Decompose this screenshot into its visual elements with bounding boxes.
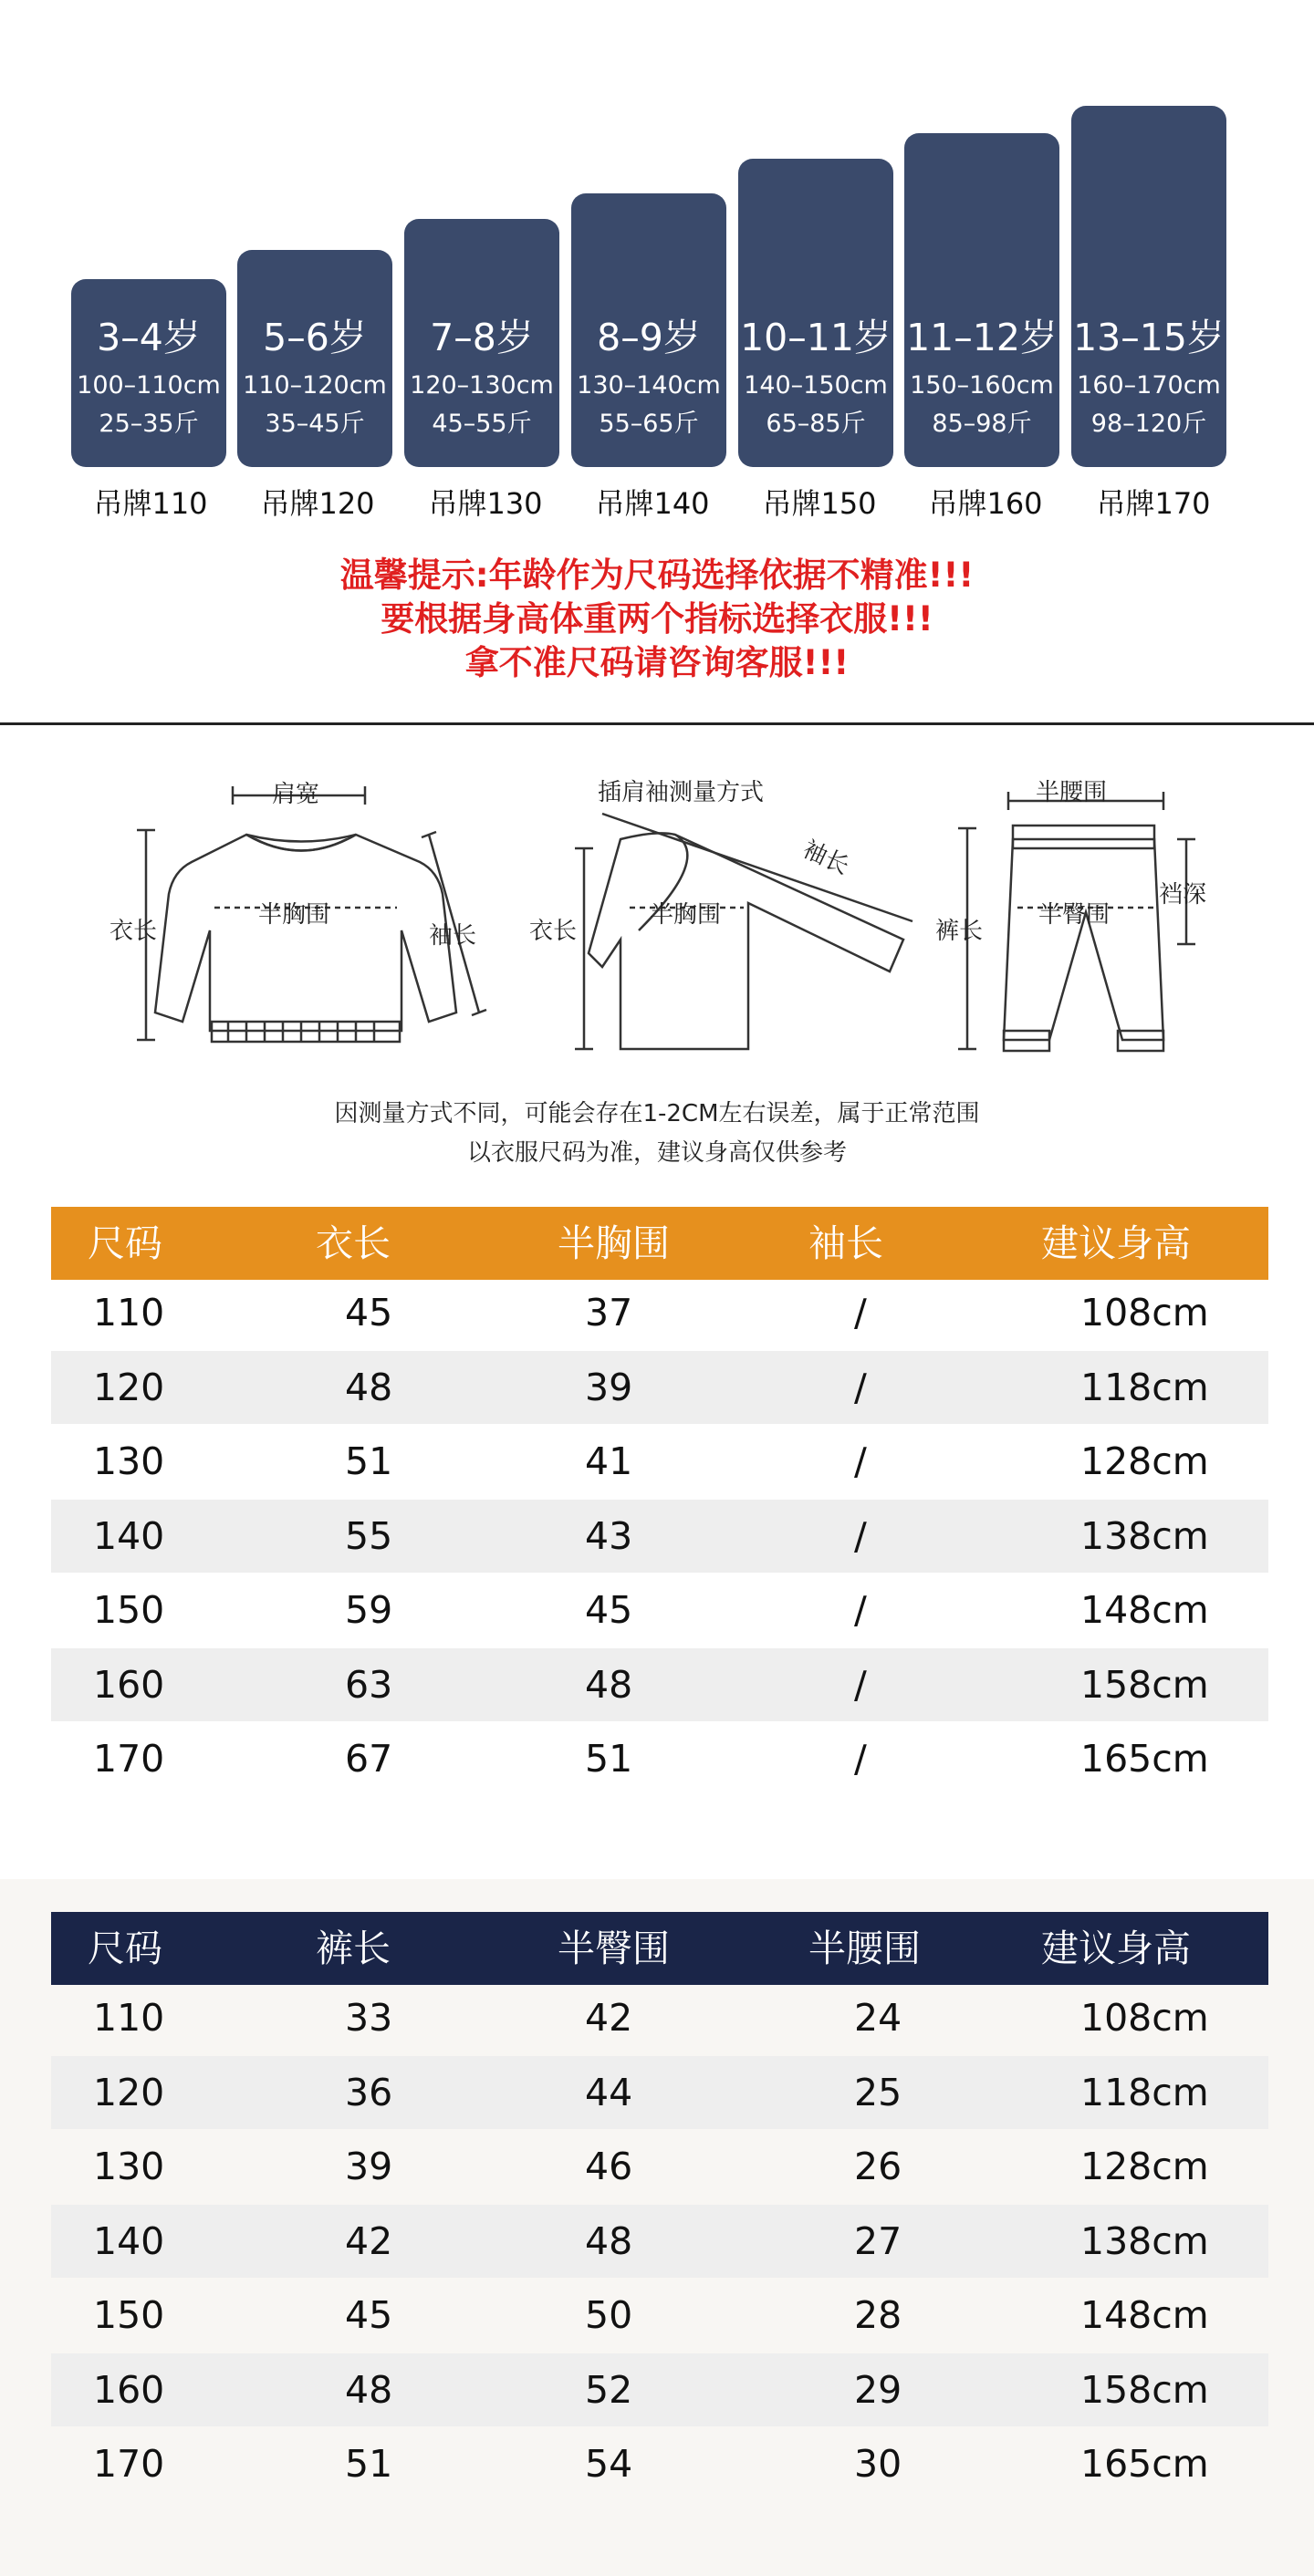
table-cell: 158cm — [1080, 2367, 1209, 2412]
table-row — [51, 1648, 1268, 1721]
size-tag-label: 吊牌130 — [428, 486, 543, 521]
table-cell: 170 — [93, 1737, 165, 1781]
weight-range: 25–35斤 — [99, 410, 199, 438]
table-cell: 158cm — [1080, 1662, 1209, 1707]
height-range: 140–150cm — [744, 371, 888, 400]
table-row — [51, 2205, 1268, 2278]
age-card — [904, 133, 1059, 467]
measurement-note-1: 因测量方式不同，可能会存在1-2CM左右误差，属于正常范围 — [334, 1100, 980, 1127]
age-card — [404, 219, 559, 467]
column-header: 半胸围 — [558, 1221, 670, 1265]
height-range: 100–110cm — [77, 371, 221, 400]
column-header: 建议身高 — [1041, 1221, 1191, 1265]
table-cell: 48 — [585, 1662, 633, 1707]
size-tag-label: 吊牌110 — [93, 486, 208, 521]
table-cell: / — [854, 1513, 867, 1558]
table-cell: 59 — [345, 1588, 393, 1632]
table-cell: 41 — [585, 1439, 633, 1483]
table-cell: 26 — [854, 2145, 902, 2188]
warning-line-3: 拿不准尺码请咨询客服!!! — [464, 643, 850, 682]
table-cell: 24 — [854, 1996, 902, 2040]
height-range: 130–140cm — [577, 371, 721, 400]
height-range: 150–160cm — [910, 371, 1054, 400]
weight-range: 85–98斤 — [932, 410, 1032, 438]
table-cell: 45 — [345, 2293, 393, 2337]
warning-line-2: 要根据身高体重两个指标选择衣服!!! — [381, 599, 933, 639]
age-range: 7–8岁 — [430, 316, 534, 359]
column-header: 尺码 — [88, 1221, 162, 1265]
half-chest-label-2: 半胸围 — [650, 901, 722, 929]
table-cell: 39 — [345, 2145, 393, 2188]
height-range: 120–130cm — [410, 371, 554, 400]
table-cell: 130 — [93, 2145, 165, 2188]
table-cell: 46 — [585, 2145, 633, 2188]
shoulder-label: 肩宽 — [272, 781, 320, 808]
table-cell: 48 — [345, 1365, 393, 1409]
table-cell: 48 — [345, 2367, 393, 2412]
table-cell: 51 — [345, 2442, 393, 2486]
age-range: 3–4岁 — [97, 316, 201, 359]
table-cell: 28 — [854, 2293, 902, 2337]
rise-label: 裆深 — [1159, 881, 1207, 909]
body-length-label-2: 衣长 — [529, 918, 578, 945]
table-cell: / — [854, 1588, 867, 1632]
table-cell: / — [854, 1291, 867, 1335]
table-row — [51, 1574, 1268, 1646]
table-cell: 63 — [345, 1662, 393, 1707]
table-cell: 140 — [93, 1513, 165, 1558]
table-cell: 67 — [345, 1737, 393, 1781]
size-tag-label: 吊牌170 — [1096, 486, 1211, 521]
table-cell: 148cm — [1080, 1588, 1209, 1632]
table-cell: 118cm — [1080, 1365, 1209, 1409]
column-header: 尺码 — [88, 1927, 162, 1970]
table-cell: 25 — [854, 2070, 902, 2114]
table-cell: 118cm — [1080, 2070, 1209, 2114]
table-cell: 170 — [93, 2442, 165, 2486]
weight-range: 45–55斤 — [432, 410, 532, 438]
size-tag-label: 吊牌120 — [260, 486, 375, 521]
table-cell: 110 — [93, 1996, 165, 2040]
table-cell: 30 — [854, 2442, 902, 2486]
table-cell: 52 — [585, 2367, 633, 2412]
table-cell: 148cm — [1080, 2293, 1209, 2337]
table-row — [51, 1276, 1268, 1349]
weight-range: 55–65斤 — [599, 410, 699, 438]
table-row — [51, 1722, 1268, 1795]
raglan-illustration — [575, 814, 912, 1049]
table-cell: 33 — [345, 1996, 393, 2040]
table-row — [51, 1500, 1268, 1573]
table-cell: 165cm — [1080, 2442, 1209, 2486]
table-row — [51, 1981, 1268, 2054]
table-cell: 36 — [345, 2070, 393, 2114]
table-cell: 44 — [585, 2070, 633, 2114]
size-tag-label: 吊牌140 — [595, 486, 710, 521]
column-header: 裤长 — [316, 1927, 391, 1970]
table-cell: 51 — [345, 1439, 393, 1483]
age-card — [237, 250, 392, 467]
section-divider — [0, 722, 1314, 725]
pants-length-label: 裤长 — [935, 918, 984, 945]
column-header: 衣长 — [316, 1221, 391, 1265]
body-length-label: 衣长 — [110, 918, 158, 945]
table-cell: / — [854, 1662, 867, 1707]
raglan-title: 插肩袖测量方式 — [598, 779, 765, 806]
table-row — [51, 2427, 1268, 2500]
table-cell: 128cm — [1080, 1439, 1209, 1483]
half-waist-label: 半腰围 — [1036, 779, 1108, 806]
table-row — [51, 2279, 1268, 2352]
column-header: 袖长 — [808, 1221, 883, 1265]
height-range: 110–120cm — [243, 371, 387, 400]
table-cell: 160 — [93, 1662, 165, 1707]
age-card — [71, 279, 226, 467]
age-range: 13–15岁 — [1073, 316, 1225, 359]
measurement-diagram — [0, 748, 1314, 1177]
column-header: 半腰围 — [808, 1927, 921, 1970]
table-cell: 108cm — [1080, 1291, 1209, 1335]
table-cell: 45 — [345, 1291, 393, 1335]
table-cell: 130 — [93, 1439, 165, 1483]
age-range: 5–6岁 — [263, 316, 367, 359]
table-cell: 42 — [345, 2218, 393, 2263]
weight-range: 35–45斤 — [265, 410, 365, 438]
age-card — [1071, 106, 1226, 467]
table-row — [51, 2353, 1268, 2426]
table-cell: / — [854, 1737, 867, 1781]
warning-line-1: 温馨提示:年龄作为尺码选择依据不精准!!! — [339, 556, 975, 595]
size-tag-label: 吊牌160 — [928, 486, 1043, 521]
column-header: 建议身高 — [1041, 1927, 1191, 1970]
table-row — [51, 2056, 1268, 2129]
table-cell: 120 — [93, 2070, 165, 2114]
raglan-sleeve-label: 袖长 — [798, 836, 853, 881]
table-cell: 54 — [585, 2442, 633, 2486]
weight-range: 65–85斤 — [766, 410, 866, 438]
table-cell: 37 — [585, 1291, 633, 1335]
table-cell: 42 — [585, 1996, 633, 2040]
height-range: 160–170cm — [1077, 371, 1221, 400]
table-cell: 55 — [345, 1513, 393, 1558]
table-cell: 160 — [93, 2367, 165, 2412]
sleeve-length-label: 袖长 — [429, 922, 477, 950]
age-range: 8–9岁 — [597, 316, 701, 359]
table-cell: / — [854, 1439, 867, 1483]
table-cell: 128cm — [1080, 2145, 1209, 2188]
table-cell: / — [854, 1365, 867, 1409]
table-cell: 150 — [93, 1588, 165, 1632]
age-range: 10–11岁 — [740, 316, 892, 359]
age-range: 11–12岁 — [906, 316, 1058, 359]
column-header: 半臀围 — [558, 1927, 670, 1970]
table-row — [51, 1425, 1268, 1498]
table-row — [51, 1351, 1268, 1424]
top-table-header — [51, 1207, 1268, 1280]
table-cell: 138cm — [1080, 2218, 1209, 2263]
half-hip-label: 半臀围 — [1038, 901, 1111, 929]
table-cell: 45 — [585, 1588, 633, 1632]
table-cell: 138cm — [1080, 1513, 1209, 1558]
age-card — [571, 193, 726, 467]
table-cell: 110 — [93, 1291, 165, 1335]
pants-table-header — [51, 1912, 1268, 1985]
size-tag-label: 吊牌150 — [762, 486, 877, 521]
table-cell: 108cm — [1080, 1996, 1209, 2040]
table-cell: 120 — [93, 1365, 165, 1409]
half-chest-label: 半胸围 — [258, 901, 330, 929]
table-cell: 27 — [854, 2218, 902, 2263]
table-cell: 165cm — [1080, 1737, 1209, 1781]
table-cell: 29 — [854, 2367, 902, 2412]
table-cell: 48 — [585, 2218, 633, 2263]
measurement-note-2: 以衣服尺码为准，建议身高仅供参考 — [466, 1139, 847, 1167]
table-cell: 140 — [93, 2218, 165, 2263]
table-cell: 43 — [585, 1513, 633, 1558]
table-cell: 39 — [585, 1365, 633, 1409]
weight-range: 98–120斤 — [1090, 410, 1207, 438]
table-cell: 51 — [585, 1737, 633, 1781]
table-row — [51, 2130, 1268, 2203]
table-cell: 50 — [585, 2293, 633, 2337]
table-cell: 150 — [93, 2293, 165, 2337]
age-card — [738, 159, 893, 467]
